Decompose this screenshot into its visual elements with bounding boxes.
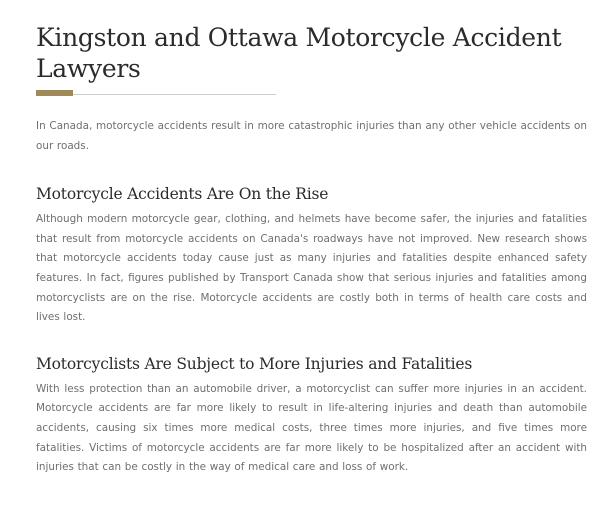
section-body: Although modern motorcycle gear, clothing, and helmets have become safer, the injuries and fatalities that result from motorcycle accidents on Canada's roadways have not improved. New research shows that motorcycle accidents today cause just as many injuries and fatalities despite enhanced safety features. In fact, figures published by Transport Canada show that serious injuries and fatalities among motorcyclists are on the rise. Motorcycle accidents are costly both in terms of health care costs and lives lost. — [36, 213, 587, 324]
section-heading: Motorcycle Accidents Are On the Rise — [36, 185, 329, 204]
article — [36, 22, 587, 478]
divider-rule — [73, 94, 276, 95]
divider-accent — [36, 90, 73, 96]
section-body: With less protection than an automobile driver, a motorcyclist can suffer more injuries in an accident. Motorcycle accidents are far more likely to result in life-altering injuries and death than automobile accidents, causing six times more medical costs, three times more injuries, and five times more fatalities. Victims of motorcycle accidents are far more likely to be hospitalized after an accident with injuries that can be costly in the way of medical care and loss of work. — [36, 382, 587, 474]
intro-paragraph: In Canada, motorcycle accidents result in more catastrophic injuries than any other vehicle accidents on our roads. — [36, 120, 587, 152]
page-title: Kingston and Ottawa Motorcycle Accident Lawyers — [36, 23, 562, 83]
title-divider — [36, 90, 276, 96]
section-heading: Motorcyclists Are Subject to More Injuries and Fatalities — [36, 354, 473, 373]
section-injuries — [36, 353, 587, 478]
section-rise — [36, 183, 587, 328]
